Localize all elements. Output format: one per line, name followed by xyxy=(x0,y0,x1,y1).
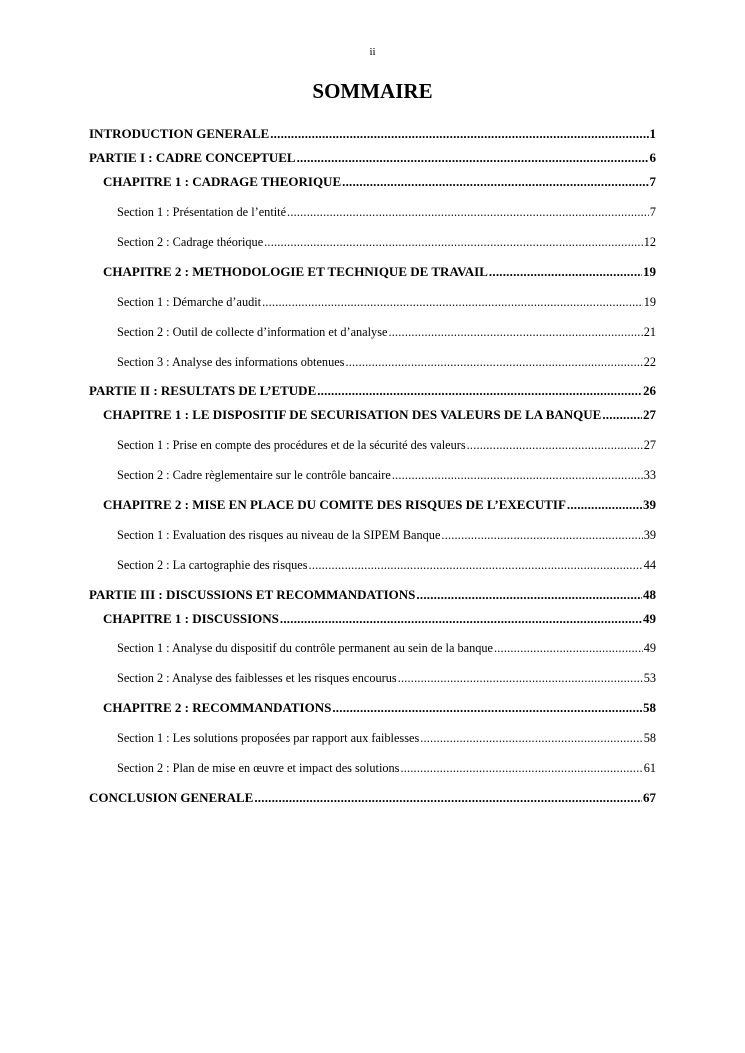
toc-entry-page: 39 xyxy=(643,497,656,512)
toc-entry-page: 49 xyxy=(643,641,656,655)
toc-entry-label: Section 1 : Présentation de l’entité xyxy=(117,205,287,219)
toc-entry-p1-chapitre-1[interactable] xyxy=(103,174,656,190)
toc-entry-p1-c1-section-2[interactable] xyxy=(117,234,656,250)
dot-leader xyxy=(317,383,642,399)
toc-entry-page: 7 xyxy=(649,174,656,189)
toc-entry-page: 19 xyxy=(643,295,656,309)
dot-leader xyxy=(441,527,642,543)
toc-entry-p1-chapitre-2[interactable] xyxy=(103,264,656,280)
toc-entry-p2-c2-section-2[interactable] xyxy=(117,557,656,573)
toc-entry-page: 48 xyxy=(643,587,656,602)
toc-entry-p2-c1-section-1[interactable] xyxy=(117,437,656,453)
toc-entry-p1-c2-section-3[interactable] xyxy=(117,354,656,370)
toc-entry-page: 12 xyxy=(643,235,656,249)
toc-entry-page: 26 xyxy=(643,383,656,398)
dot-leader xyxy=(262,294,643,310)
toc-entry-p3-c1-section-2[interactable] xyxy=(117,670,656,686)
page-title: SOMMAIRE xyxy=(312,79,433,103)
toc-entry-page: 6 xyxy=(649,150,656,165)
toc-entry-label: PARTIE III : DISCUSSIONS ET RECOMMANDATIONS xyxy=(89,587,416,602)
toc-entry-p1-c2-section-1[interactable] xyxy=(117,294,656,310)
toc-entry-page: 44 xyxy=(643,558,656,572)
toc-entry-p1-c2-section-2[interactable] xyxy=(117,324,656,340)
dot-leader xyxy=(489,264,642,280)
toc-entry-label: CHAPITRE 1 : DISCUSSIONS xyxy=(103,611,279,626)
toc-entry-page: 7 xyxy=(649,205,656,219)
dot-leader xyxy=(309,557,643,573)
toc-entry-p3-chapitre-2[interactable] xyxy=(103,700,656,716)
dot-leader xyxy=(602,407,642,423)
toc-entry-p3-c1-section-1[interactable] xyxy=(117,640,656,656)
toc-entry-page: 61 xyxy=(643,761,656,775)
toc-entry-p3-chapitre-1[interactable] xyxy=(103,611,656,627)
toc-entry-label: Section 2 : Outil de collecte d’information et d’analyse xyxy=(117,325,388,339)
toc-entry-label: Section 1 : Les solutions proposées par rapport aux faiblesses xyxy=(117,731,420,745)
toc-entry-label: Section 2 : Analyse des faiblesses et les risques encourus xyxy=(117,671,397,685)
toc-entry-p1-c1-section-1[interactable] xyxy=(117,204,656,220)
toc-entry-label: Section 1 : Prise en compte des procédures et de la sécurité des valeurs xyxy=(117,438,466,452)
dot-leader xyxy=(254,790,642,806)
toc-entry-label: Section 1 : Evaluation des risques au niveau de la SIPEM Banque xyxy=(117,528,441,542)
toc-entry-page: 27 xyxy=(643,407,656,422)
toc-entry-p2-c1-section-2[interactable] xyxy=(117,467,656,483)
toc-entry-label: Section 2 : La cartographie des risques xyxy=(117,558,308,572)
toc-entry-conclusion[interactable] xyxy=(89,790,656,806)
dot-leader xyxy=(494,640,643,656)
toc-entry-label: Section 1 : Analyse du dispositif du contrôle permanent au sein de la banque xyxy=(117,641,493,655)
dot-leader xyxy=(420,730,642,746)
toc-entry-label: CHAPITRE 1 : CADRAGE THEORIQUE xyxy=(103,174,342,189)
page-number: ii xyxy=(369,46,376,58)
toc-entry-page: 27 xyxy=(643,438,656,452)
toc-entry-label: Section 2 : Cadrage théorique xyxy=(117,235,264,249)
dot-leader xyxy=(567,497,642,513)
toc-entry-label: INTRODUCTION GENERALE xyxy=(89,126,270,141)
dot-leader xyxy=(345,354,642,370)
toc-entry-partie-1[interactable] xyxy=(89,150,656,166)
toc-entry-p2-chapitre-2[interactable] xyxy=(103,497,656,513)
toc-entry-page: 67 xyxy=(643,790,656,805)
toc-entry-label: CHAPITRE 1 : LE DISPOSITIF DE SECURISATION DES VALEURS DE LA BANQUE xyxy=(103,407,602,422)
toc-entry-label: Section 3 : Analyse des informations obtenues xyxy=(117,355,345,369)
toc-entry-page: 19 xyxy=(643,264,656,279)
toc-entry-p2-chapitre-1[interactable] xyxy=(103,407,656,423)
dot-leader xyxy=(332,700,642,716)
toc-entry-label: Section 1 : Démarche d’audit xyxy=(117,295,262,309)
toc-entry-partie-3[interactable] xyxy=(89,587,656,603)
toc-entry-label: Section 2 : Plan de mise en œuvre et impact des solutions xyxy=(117,761,400,775)
toc-entry-page: 33 xyxy=(643,468,656,482)
toc-entry-label: PARTIE II : RESULTATS DE L’ETUDE xyxy=(89,383,317,398)
toc-entry-label: CHAPITRE 2 : MISE EN PLACE DU COMITE DES RISQUES DE L’EXECUTIF xyxy=(103,497,566,512)
toc-entry-p3-c2-section-1[interactable] xyxy=(117,730,656,746)
dot-leader xyxy=(400,760,642,776)
dot-leader xyxy=(264,234,643,250)
toc-entry-label: PARTIE I : CADRE CONCEPTUEL xyxy=(89,150,296,165)
dot-leader xyxy=(287,204,649,220)
toc-entry-page: 49 xyxy=(643,611,656,626)
toc-entry-p2-c2-section-1[interactable] xyxy=(117,527,656,543)
dot-leader xyxy=(297,150,649,166)
toc-entry-label: Section 2 : Cadre règlementaire sur le contrôle bancaire xyxy=(117,468,391,482)
toc-entry-page: 58 xyxy=(643,731,656,745)
dot-leader xyxy=(467,437,643,453)
toc-entry-introduction[interactable] xyxy=(89,126,656,142)
toc-entry-page: 1 xyxy=(649,126,656,141)
toc-entry-p3-c2-section-2[interactable] xyxy=(117,760,656,776)
dot-leader xyxy=(280,611,642,627)
toc-entry-page: 53 xyxy=(643,671,656,685)
toc-entry-label: CONCLUSION GENERALE xyxy=(89,790,254,805)
dot-leader xyxy=(388,324,642,340)
dot-leader xyxy=(342,174,648,190)
toc-entry-page: 21 xyxy=(643,325,656,339)
toc-entry-label: CHAPITRE 2 : METHODOLOGIE ET TECHNIQUE DE TRAVAIL xyxy=(103,264,488,279)
dot-leader xyxy=(416,587,642,603)
toc-entry-page: 58 xyxy=(643,700,656,715)
dot-leader xyxy=(270,126,648,142)
dot-leader xyxy=(398,670,643,686)
dot-leader xyxy=(392,467,643,483)
toc-entry-label: CHAPITRE 2 : RECOMMANDATIONS xyxy=(103,700,332,715)
toc-entry-partie-2[interactable] xyxy=(89,383,656,399)
toc-entry-page: 22 xyxy=(643,355,656,369)
toc-entry-page: 39 xyxy=(643,528,656,542)
